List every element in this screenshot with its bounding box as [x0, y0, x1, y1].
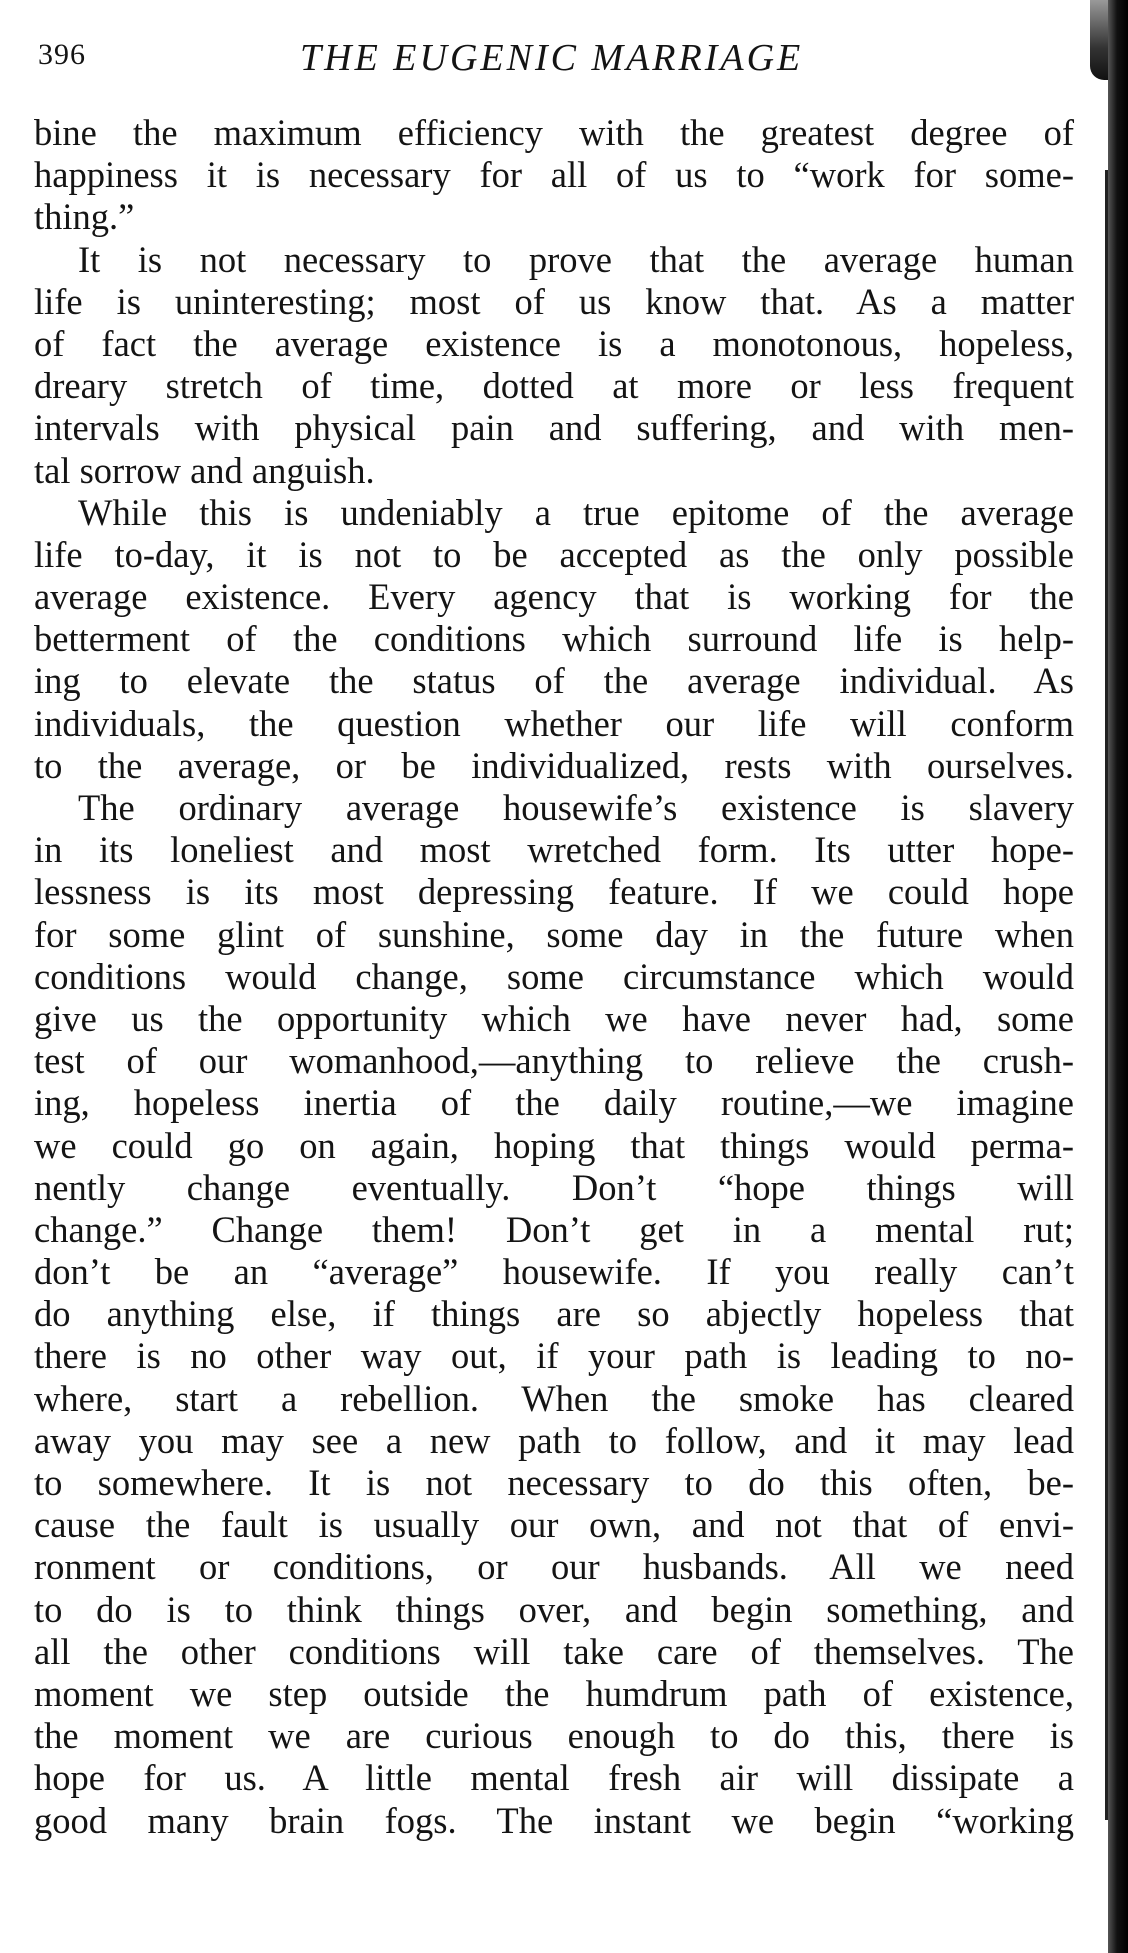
text-line: ing to elevate the status of the average individual. As	[34, 660, 1074, 702]
text-line: life to-day, it is not to be accepted as the only possible	[34, 533, 1074, 575]
text-line: happiness it is necessary for all of us to “work for some-	[34, 154, 1074, 196]
binding-bar	[1108, 0, 1128, 1953]
paragraph-start-line: The ordinary average housewife’s existence is slavery	[78, 787, 1074, 828]
text-line: bine the maximum efficiency with the greatest degree of	[34, 112, 1074, 153]
text-line: tal sorrow and anguish.	[34, 449, 375, 491]
page-number: 396	[38, 38, 86, 71]
body-text	[34, 112, 1074, 1842]
text-line: where, start a rebellion. When the smoke has cleared	[34, 1377, 1074, 1419]
text-line: of fact the average existence is a monotonous, hopeless,	[34, 322, 1074, 364]
text-line: ronment or conditions, or our husbands. All we need	[34, 1546, 1074, 1588]
text-line: individuals, the question whether our life will conform	[34, 702, 1074, 744]
running-title: THE EUGENIC MARRIAGE	[300, 37, 804, 79]
text-line: change.” Change them! Don’t get in a mental rut;	[34, 1208, 1074, 1250]
text-line: give us the opportunity which we have never had, some	[34, 997, 1074, 1039]
text-line: nently change eventually. Don’t “hope things will	[34, 1166, 1074, 1208]
text-line: lessness is its most depressing feature. If we could hope	[34, 871, 1074, 913]
text-line: ing, hopeless inertia of the daily routine,—we imagine	[34, 1082, 1074, 1124]
text-line: away you may see a new path to follow, and it may lead	[34, 1419, 1074, 1461]
text-line: to somewhere. It is not necessary to do this often, be-	[34, 1462, 1074, 1503]
text-line: to do is to think things over, and begin something, and	[34, 1588, 1074, 1630]
book-binding-shadow	[1094, 0, 1128, 1953]
text-line: good many brain fogs. The instant we begin “working	[34, 1799, 1074, 1841]
text-line: dreary stretch of time, dotted at more or less frequent	[34, 365, 1074, 407]
text-line: thing.”	[34, 196, 135, 238]
text-line: conditions would change, some circumstance which would	[34, 955, 1074, 997]
page-header	[38, 36, 1078, 86]
text-line: intervals with physical pain and suffering, and with men-	[34, 407, 1074, 449]
text-line: betterment of the conditions which surround life is help-	[34, 618, 1074, 660]
text-line: cause the fault is usually our own, and not that of envi-	[34, 1504, 1074, 1546]
text-line: hope for us. A little mental fresh air will dissipate a	[34, 1757, 1074, 1799]
text-line: all the other conditions will take care of themselves. The	[34, 1630, 1074, 1672]
text-line: do anything else, if things are so abjectly hopeless that	[34, 1293, 1074, 1335]
paragraph-start-line: It is not necessary to prove that the average human	[78, 238, 1074, 280]
text-line: there is no other way out, if your path is leading to no-	[34, 1335, 1074, 1377]
text-line: test of our womanhood,—anything to relieve the crush-	[34, 1040, 1074, 1082]
text-line: for some glint of sunshine, some day in the future when	[34, 913, 1074, 955]
text-line: to the average, or be individualized, rests with ourselves.	[34, 744, 1074, 786]
text-line: average existence. Every agency that is working for the	[34, 576, 1074, 618]
text-line: don’t be an “average” housewife. If you really can’t	[34, 1251, 1074, 1293]
text-line: life is uninteresting; most of us know that. As a matter	[34, 280, 1074, 322]
text-line: we could go on again, hoping that things would perma-	[34, 1124, 1074, 1166]
text-line: the moment we are curious enough to do this, there is	[34, 1715, 1074, 1757]
paragraph-start-line: While this is undeniably a true epitome of the average	[78, 491, 1074, 533]
text-line: moment we step outside the humdrum path of existence,	[34, 1672, 1074, 1714]
text-line: in its loneliest and most wretched form. Its utter hope-	[34, 829, 1074, 871]
